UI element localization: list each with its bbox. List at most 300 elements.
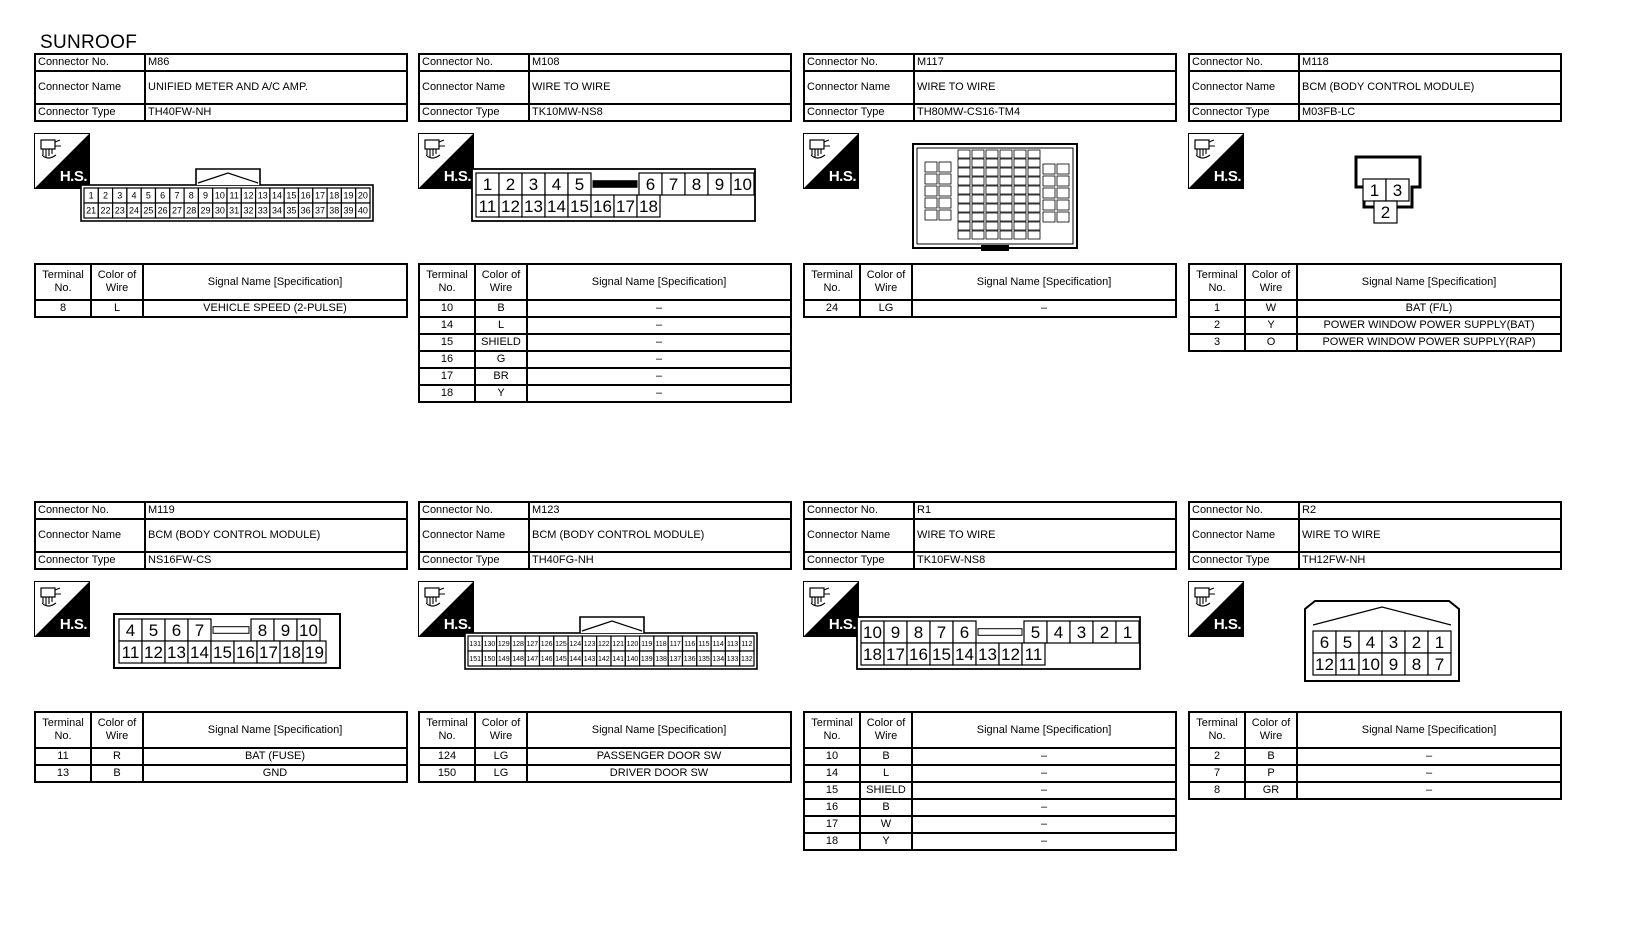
pin-number: 3 (1388, 633, 1399, 653)
pin-cell (925, 198, 937, 208)
pin-number: 3 (117, 190, 123, 201)
connector-block (418, 53, 792, 453)
pin-cell (1043, 188, 1055, 198)
connector-header-table (34, 53, 408, 122)
key-slot (213, 627, 249, 634)
pin-number: 12 (501, 197, 520, 217)
pin-number: 145 (555, 656, 567, 664)
pin-number: 6 (959, 623, 970, 643)
pin-number: 112 (741, 641, 753, 649)
pin-number: 37 (314, 205, 325, 216)
pin-cell (1057, 176, 1069, 186)
connector-type-label: Connector Type (419, 104, 529, 121)
connector-name-value: WIRE TO WIRE (914, 519, 1176, 552)
pin-number: 10 (863, 623, 882, 643)
pin-number: 10 (1361, 655, 1380, 675)
terminal-no: 10 (804, 748, 860, 765)
pin-number: 12 (1315, 655, 1334, 675)
table-row (419, 368, 791, 385)
pin-number: 135 (698, 656, 710, 664)
connector-name-label: Connector Name (419, 71, 529, 104)
pin-number: 6 (645, 175, 656, 195)
pin-number: 124 (569, 641, 582, 649)
connector-number-label: Connector No. (419, 502, 529, 519)
pin-number: 23 (114, 205, 125, 216)
pin-cell (1000, 168, 1012, 176)
pin-cell (1028, 231, 1040, 239)
table-row (35, 748, 407, 765)
wire-color: W (860, 816, 912, 833)
hs-label: H.S. (443, 168, 471, 185)
connector-type-label: Connector Type (35, 552, 145, 569)
pin-number: 16 (300, 190, 311, 201)
table-row (804, 300, 1176, 317)
pin-cell (925, 174, 937, 184)
table-row (419, 748, 791, 765)
pin-cell (939, 186, 951, 196)
signal-name: – (527, 385, 791, 402)
signal-name-header: Signal Name [Specification] (527, 712, 791, 748)
pin-number: 8 (913, 623, 924, 643)
signal-name: – (912, 782, 1176, 799)
table-row (419, 334, 791, 351)
hs-label: H.S. (1213, 168, 1241, 185)
terminal-no: 17 (804, 816, 860, 833)
connector-name-value: UNIFIED METER AND A/C AMP. (145, 71, 407, 104)
connector-header-table (418, 501, 792, 570)
connector-type-label: Connector Type (804, 104, 914, 121)
connector-header-table (34, 501, 408, 570)
hs-label: H.S. (59, 168, 87, 185)
connector-name-value: WIRE TO WIRE (529, 71, 791, 104)
pin-number: 17 (616, 197, 635, 217)
pin-cell (1014, 222, 1026, 230)
terminal-no: 7 (1189, 765, 1245, 782)
pin-number: 4 (125, 621, 136, 641)
pin-number: 139 (640, 656, 653, 664)
wire-color: Y (475, 385, 527, 402)
connector-type-label: Connector Type (1189, 104, 1299, 121)
pin-number: 14 (547, 197, 566, 217)
connector-face-diagram (418, 581, 792, 701)
table-row (804, 748, 1176, 765)
wire-color: O (1245, 334, 1297, 351)
terminal-table (1188, 263, 1562, 352)
pin-cell (1028, 186, 1040, 194)
pin-cell (1000, 213, 1012, 221)
color-of-wire-header: Color of Wire (860, 264, 912, 300)
pin-number: 7 (668, 175, 679, 195)
terminal-no: 15 (419, 334, 475, 351)
pin-number: 11 (229, 190, 239, 201)
pin-cell (958, 231, 970, 239)
wire-color: B (91, 765, 143, 782)
terminal-no: 17 (419, 368, 475, 385)
pin-number: 5 (148, 621, 159, 641)
pin-number: 7 (174, 190, 180, 201)
terminal-table (1188, 711, 1562, 800)
pin-number: 17 (259, 643, 278, 663)
pin-number: 133 (726, 656, 739, 664)
pin-cell (1028, 222, 1040, 230)
connector-number-label: Connector No. (419, 54, 529, 71)
connector-name-label: Connector Name (804, 71, 914, 104)
pin-number: 115 (698, 641, 710, 649)
pin-cell (972, 177, 984, 185)
pin-cell (972, 168, 984, 176)
pin-number: 149 (497, 656, 510, 664)
pin-cell (986, 159, 998, 167)
wire-color: SHIELD (475, 334, 527, 351)
connector-header-table (1188, 501, 1562, 570)
signal-name: – (912, 300, 1176, 317)
pin-number: 14 (955, 645, 974, 665)
connector-block (34, 53, 408, 453)
pin-number: 151 (469, 656, 481, 664)
pin-number: 5 (574, 175, 585, 195)
signal-name: PASSENGER DOOR SW (527, 748, 791, 765)
pin-cell (1057, 188, 1069, 198)
connector-type-value: NS16FW-CS (145, 552, 407, 569)
pin-cell (1028, 204, 1040, 212)
signal-name: BAT (F/L) (1297, 300, 1561, 317)
page-title: SUNROOF (40, 32, 138, 53)
pin-number: 120 (626, 641, 639, 649)
table-row (1189, 317, 1561, 334)
pin-number: 2 (1380, 203, 1391, 223)
pin-number: 113 (726, 641, 739, 649)
table-row (419, 351, 791, 368)
signal-name: POWER WINDOW POWER SUPPLY(RAP) (1297, 334, 1561, 351)
pin-number: 7 (194, 621, 205, 641)
connector-face-diagram (803, 133, 1177, 253)
pin-cell (986, 186, 998, 194)
terminal-no-header: Terminal No. (35, 264, 91, 300)
terminal-no-header: Terminal No. (419, 712, 475, 748)
signal-name: – (912, 748, 1176, 765)
table-row (35, 300, 407, 317)
pin-number: 3 (1076, 623, 1087, 643)
terminal-no: 3 (1189, 334, 1245, 351)
signal-name: – (912, 816, 1176, 833)
connector-number-label: Connector No. (1189, 54, 1299, 71)
pin-cell (1028, 177, 1040, 185)
pin-number: 2 (1099, 623, 1110, 643)
signal-name: – (912, 833, 1176, 850)
signal-name: – (527, 334, 791, 351)
pin-number: 36 (300, 205, 311, 216)
signal-name: – (527, 351, 791, 368)
pin-cell (972, 195, 984, 203)
pin-number: 130 (483, 641, 496, 649)
pin-number: 2 (1411, 633, 1422, 653)
pin-cell (972, 231, 984, 239)
pin-cell (958, 195, 970, 203)
pin-number: 9 (890, 623, 901, 643)
pin-cell (986, 231, 998, 239)
pin-cell (1028, 213, 1040, 221)
signal-name-header: Signal Name [Specification] (527, 264, 791, 300)
pin-number: 128 (512, 641, 524, 649)
connector-number-value: M108 (529, 54, 791, 71)
pin-number: 141 (612, 656, 624, 664)
pin-number: 13 (257, 190, 268, 201)
pin-cell (1057, 164, 1069, 174)
pin-number: 1 (482, 175, 493, 195)
connector-type-label: Connector Type (419, 552, 529, 569)
pin-number: 4 (551, 175, 562, 195)
connector-header-table (803, 501, 1177, 570)
pin-number: 11 (478, 197, 497, 217)
connector-lock (580, 617, 644, 633)
pin-cell (1000, 159, 1012, 167)
connector-name-label: Connector Name (1189, 519, 1299, 552)
connector-header-table (1188, 53, 1562, 122)
pin-cell (972, 150, 984, 158)
pin-number: 38 (329, 205, 340, 216)
pin-number: 22 (100, 205, 111, 216)
pin-cell (1014, 186, 1026, 194)
connector-name-label: Connector Name (419, 519, 529, 552)
pin-cell (1028, 150, 1040, 158)
wire-color: R (91, 748, 143, 765)
pin-number: 2 (102, 190, 108, 201)
signal-name: – (1297, 765, 1561, 782)
wire-color: GR (1245, 782, 1297, 799)
color-of-wire-header: Color of Wire (860, 712, 912, 748)
pin-number: 150 (483, 656, 496, 664)
pin-number: 136 (683, 656, 696, 664)
pin-cell (925, 162, 937, 172)
pin-number: 29 (200, 205, 211, 216)
pin-number: 5 (1030, 623, 1041, 643)
terminal-table (803, 711, 1177, 851)
pin-cell (972, 204, 984, 212)
signal-name-header: Signal Name [Specification] (912, 712, 1176, 748)
connector-face-diagram (418, 133, 792, 253)
terminal-no: 15 (804, 782, 860, 799)
pin-number: 18 (639, 197, 658, 217)
connector-face-diagram (1188, 133, 1562, 253)
pin-number: 9 (714, 175, 725, 195)
terminal-table (418, 263, 792, 403)
pin-number: 125 (555, 641, 567, 649)
hs-label: H.S. (443, 616, 471, 633)
wire-color: SHIELD (860, 782, 912, 799)
pin-number: 18 (282, 643, 301, 663)
wire-color: Y (860, 833, 912, 850)
pin-number: 4 (1365, 633, 1376, 653)
connector-number-value: M86 (145, 54, 407, 71)
wire-color: P (1245, 765, 1297, 782)
color-of-wire-header: Color of Wire (1245, 264, 1297, 300)
connector-name-value: BCM (BODY CONTROL MODULE) (529, 519, 791, 552)
connector-number-label: Connector No. (1189, 502, 1299, 519)
terminal-no: 150 (419, 765, 475, 782)
pin-number: 15 (932, 645, 951, 665)
pin-cell (1014, 168, 1026, 176)
connector-number-value: M119 (145, 502, 407, 519)
pin-number: 11 (1024, 645, 1043, 665)
pin-cell (939, 210, 951, 220)
connector-number-label: Connector No. (35, 54, 145, 71)
connector-block (34, 501, 408, 901)
signal-name-header: Signal Name [Specification] (143, 264, 407, 300)
signal-name: – (912, 799, 1176, 816)
connector-face-diagram (1188, 581, 1562, 701)
connector-type-label: Connector Type (35, 104, 145, 121)
pin-number: 12 (1001, 645, 1020, 665)
pin-number: 116 (684, 641, 696, 649)
pin-cell (958, 159, 970, 167)
pin-number: 1 (88, 190, 94, 201)
signal-name: – (1297, 748, 1561, 765)
pin-cell (1000, 177, 1012, 185)
pin-number: 131 (469, 641, 481, 649)
color-of-wire-header: Color of Wire (475, 712, 527, 748)
pin-number: 14 (272, 190, 283, 201)
terminal-no: 14 (804, 765, 860, 782)
wire-color: L (860, 765, 912, 782)
pin-number: 16 (236, 643, 255, 663)
pin-number: 16 (593, 197, 612, 217)
connector-type-value: TH40FG-NH (529, 552, 791, 569)
pin-cell (1000, 204, 1012, 212)
terminal-no: 8 (1189, 782, 1245, 799)
pin-number: 144 (569, 656, 582, 664)
pin-cell (925, 186, 937, 196)
wire-color: L (91, 300, 143, 317)
signal-name: – (527, 300, 791, 317)
terminal-no-header: Terminal No. (804, 264, 860, 300)
pin-cell (939, 198, 951, 208)
pin-number: 117 (669, 641, 681, 649)
connector-type-value: M03FB-LC (1299, 104, 1561, 121)
pin-number: 13 (524, 197, 543, 217)
pin-cell (1028, 168, 1040, 176)
connector-number-value: R2 (1299, 502, 1561, 519)
pin-number: 32 (243, 205, 254, 216)
terminal-table (34, 711, 408, 783)
color-of-wire-header: Color of Wire (91, 264, 143, 300)
pin-cell (1028, 195, 1040, 203)
connector-type-label: Connector Type (1189, 552, 1299, 569)
table-row (804, 765, 1176, 782)
pin-cell (1043, 212, 1055, 222)
color-of-wire-header: Color of Wire (475, 264, 527, 300)
terminal-no: 2 (1189, 317, 1245, 334)
pin-cell (958, 204, 970, 212)
connector-number-label: Connector No. (804, 54, 914, 71)
signal-name-header: Signal Name [Specification] (1297, 712, 1561, 748)
signal-name: – (912, 765, 1176, 782)
wire-color: LG (475, 765, 527, 782)
wire-color: B (860, 748, 912, 765)
signal-name-header: Signal Name [Specification] (1297, 264, 1561, 300)
pin-cell (939, 174, 951, 184)
pin-number: 1 (1122, 623, 1133, 643)
table-row (35, 765, 407, 782)
pin-number: 127 (526, 641, 539, 649)
pin-cell (972, 213, 984, 221)
pin-number: 19 (343, 190, 354, 201)
pin-cell (1057, 200, 1069, 210)
pin-cell (939, 162, 951, 172)
terminal-no-header: Terminal No. (35, 712, 91, 748)
connector-header-table (418, 53, 792, 122)
pin-number: 11 (1338, 655, 1357, 675)
pin-cell (1014, 159, 1026, 167)
wire-color: L (475, 317, 527, 334)
key-slot (593, 181, 637, 188)
connector-block (418, 501, 792, 901)
signal-name: – (527, 368, 791, 385)
pin-number: 8 (257, 621, 268, 641)
pin-number: 16 (909, 645, 928, 665)
table-row (1189, 765, 1561, 782)
pin-number: 31 (229, 205, 240, 216)
pin-cell (1014, 213, 1026, 221)
pin-number: 6 (1319, 633, 1330, 653)
signal-name: GND (143, 765, 407, 782)
pin-number: 19 (305, 643, 324, 663)
signal-name: DRIVER DOOR SW (527, 765, 791, 782)
connector-name-label: Connector Name (35, 71, 145, 104)
terminal-no: 16 (419, 351, 475, 368)
pin-number: 14 (190, 643, 209, 663)
wire-color: G (475, 351, 527, 368)
wire-color: Y (1245, 317, 1297, 334)
pin-number: 9 (1388, 655, 1399, 675)
terminal-no: 124 (419, 748, 475, 765)
terminal-no: 14 (419, 317, 475, 334)
hs-label: H.S. (828, 616, 856, 633)
pin-cell (925, 210, 937, 220)
pin-cell (1000, 222, 1012, 230)
table-row (804, 782, 1176, 799)
pin-number: 30 (214, 205, 225, 216)
connector-block (803, 501, 1177, 901)
key-slot (978, 629, 1022, 636)
connector-name-label: Connector Name (35, 519, 145, 552)
connector-number-label: Connector No. (804, 502, 914, 519)
terminal-no: 16 (804, 799, 860, 816)
table-row (1189, 300, 1561, 317)
pin-number: 1 (1369, 181, 1380, 201)
pin-number: 24 (129, 205, 140, 216)
signal-name: – (1297, 782, 1561, 799)
pin-cell (1014, 150, 1026, 158)
connector-name-value: WIRE TO WIRE (914, 71, 1176, 104)
pin-cell (972, 186, 984, 194)
pin-number: 13 (978, 645, 997, 665)
pin-number: 118 (655, 641, 667, 649)
pin-number: 4 (131, 190, 137, 201)
pin-number: 17 (314, 190, 325, 201)
wire-color: LG (475, 748, 527, 765)
pin-number: 15 (213, 643, 232, 663)
terminal-table (34, 263, 408, 318)
terminal-no: 8 (35, 300, 91, 317)
pin-number: 6 (171, 621, 182, 641)
hs-label: H.S. (1213, 616, 1241, 633)
pin-number: 140 (626, 656, 639, 664)
color-of-wire-header: Color of Wire (1245, 712, 1297, 748)
pin-cell (986, 150, 998, 158)
pin-cell (986, 213, 998, 221)
pin-number: 8 (1411, 655, 1422, 675)
pin-number: 12 (243, 190, 254, 201)
